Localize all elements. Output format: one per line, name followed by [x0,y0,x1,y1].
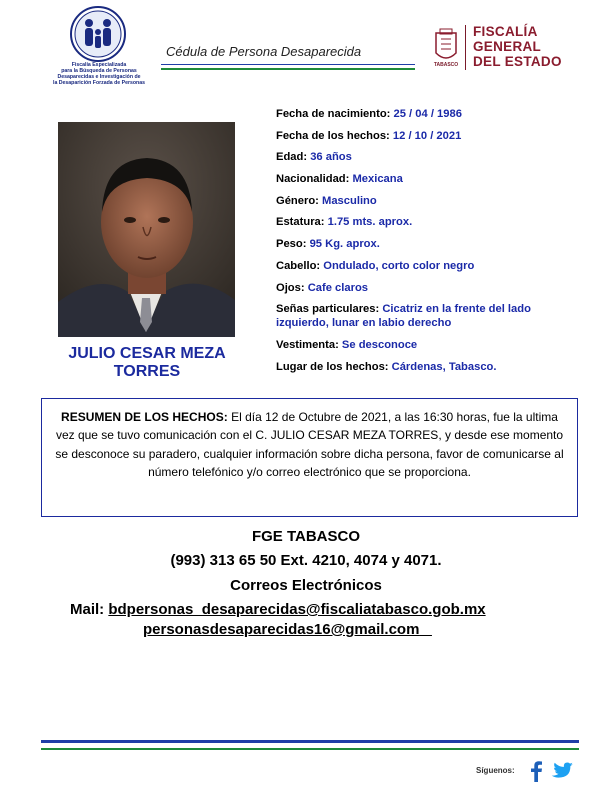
detail-label: Lugar de los hechos: [276,360,389,373]
detail-hair [276,259,576,273]
person-name: JULIO CESAR MEZA TORRES [68,345,226,380]
fiscalia-especializada-logo [40,5,158,86]
summary-label: RESUMEN DE LOS HECHOS: [61,410,228,424]
detail-label: Vestimenta: [276,338,339,351]
summary-text: El día 12 de Octubre de 2021, a las 16:30 horas, fue la ultima vez que se tuvo comunicación con el C. JULIO CESAR MEZA TORRES, y desde ese momento se desconoce su paradero, cualquier información sobre dicha persona, favor de comunicarse al número telefónico y/o correo electrónico que se proporciona. [55,410,564,480]
logo-caption [40,62,158,86]
detail-value: 25 / 04 / 1986 [393,108,462,120]
logo-caption-line: para la Búsqueda de Personas [61,68,137,74]
mail-line-secondary [143,621,432,638]
agency-title [473,24,562,69]
emails-title: Correos Electrónicos [230,577,382,594]
detail-value: Se desconoce [341,338,418,351]
detail-label: Señas particulares: [276,303,380,316]
facebook-icon[interactable] [528,760,544,782]
detail-label: Estatura: [276,216,325,229]
seal-label: TABASCO [433,62,459,68]
portrait-image [58,122,235,337]
detail-gender [276,194,576,208]
detail-event-date [276,129,576,143]
detail-value: 1.75 mts. aprox. [327,216,413,229]
detail-label: Ojos: [276,281,305,294]
person-photo [58,122,235,337]
detail-label: Fecha de los hechos: [276,129,390,142]
twitter-icon[interactable] [551,762,573,780]
title-underline-green [161,68,415,70]
footer-line-blue [41,740,579,743]
detail-label: Género: [276,194,319,207]
header-divider [465,25,466,70]
footer-line-green [41,748,579,750]
detail-value: Ondulado, corto color negro [323,259,475,272]
detail-label: Peso: [276,238,307,251]
email-underline-tail [419,621,432,638]
mail-label: Mail: [70,601,105,618]
detail-nationality [276,172,576,186]
detail-weight [276,237,576,251]
detail-height [276,215,576,229]
document-title: Cédula de Persona Desaparecida [166,44,362,59]
email-link-primary[interactable]: bdpersonas_desaparecidas@fiscaliatabasco.gob.mx [108,601,486,618]
detail-value: Mexicana [352,173,403,186]
detail-value: Cárdenas, Tabasco. [391,360,497,373]
detail-clothing [276,338,576,352]
tabasco-seal-icon [432,27,460,67]
detail-value: 95 Kg. aprox. [309,238,380,251]
title-underline-blue [161,64,415,65]
contact-org: FGE TABASCO [251,528,361,545]
summary-box [41,398,578,517]
detail-label: Nacionalidad: [276,173,350,186]
follow-label: Síguenos: [476,766,515,775]
email-link-secondary[interactable]: personasdesaparecidas16@gmail.com [143,621,420,638]
detail-value: Cafe claros [307,281,369,294]
logo-caption-line: la Desaparición Forzada de Personas [53,80,145,86]
detail-value: 12 / 10 / 2021 [392,129,462,142]
detail-age [276,150,576,164]
mail-line [70,601,486,618]
agency-title-line: GENERAL [473,39,542,54]
detail-birthdate [276,107,576,121]
agency-title-line: DEL ESTADO [473,54,562,69]
detail-value: 36 años [310,151,352,164]
detail-label: Cabello: [276,259,321,272]
contact-phone: (993) 313 65 50 Ext. 4210, 4074 y 4071. [170,552,442,569]
detail-value: Masculino [322,194,377,207]
detail-eyes [276,281,576,295]
detail-label: Fecha de nacimiento: [276,108,391,120]
detail-marks [276,302,576,330]
detail-place [276,360,576,374]
detail-label: Edad: [276,151,308,164]
family-logo-icon [69,5,127,63]
agency-title-line: FISCALÍA [473,24,538,39]
logo-caption-line: Fiscalía Especializada [71,62,127,68]
person-details [276,107,576,381]
detail-value: Cicatriz en la frente del lado izquierdo, lunar en labio derecho [276,303,531,330]
logo-caption-line: Desaparecidas e Investigación de [57,74,141,80]
